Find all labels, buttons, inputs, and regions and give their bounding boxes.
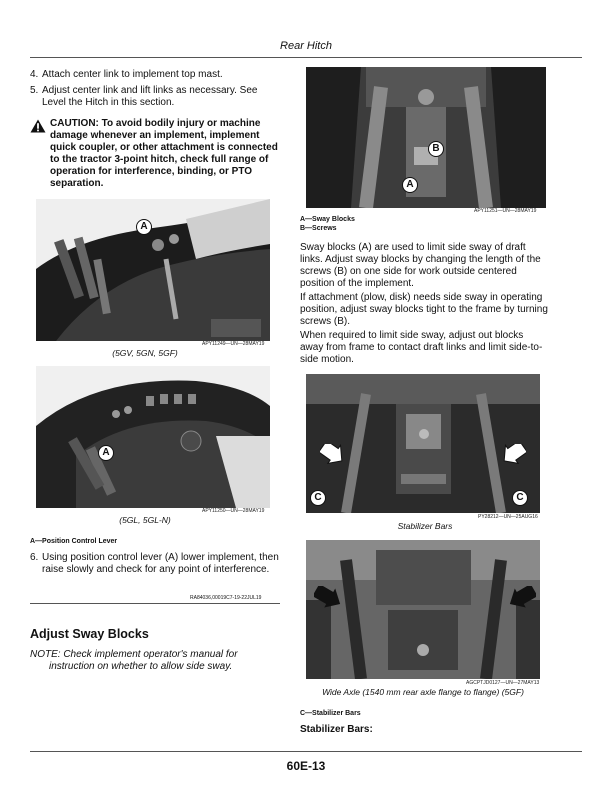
wide-axle-stabilizer-photo <box>306 540 540 679</box>
position-control-lever-photo-2 <box>36 366 270 508</box>
running-header: Rear Hitch <box>280 40 332 52</box>
step-text: Adjust center link and lift links as necessary. See Level the Hitch in this section. <box>42 85 258 108</box>
figure-caption: (5GV, 5GN, 5GF) <box>112 348 178 358</box>
section-rule <box>30 603 280 604</box>
document-reference: RA84036,00019C7-19-22JUL19 <box>190 595 262 601</box>
figure-legend <box>300 215 355 233</box>
figure-number: PY28212—UN—25AUG16 <box>478 514 538 520</box>
legend-item: A—Sway Blocks <box>300 216 355 223</box>
step-number: 6. <box>30 552 39 563</box>
note-line-2: instruction on whether to allow side sway. <box>49 661 233 672</box>
step-5 <box>30 85 280 111</box>
callout-a: A <box>98 445 114 461</box>
page-number: 60E-13 <box>286 759 326 773</box>
arrow-icon <box>502 444 526 464</box>
sway-blocks-photo <box>306 67 546 208</box>
arrow-icon <box>508 586 536 608</box>
header-rule <box>30 57 582 58</box>
paragraph: Sway blocks (A) are used to limit side sway of draft links. Adjust sway blocks by changing the length of the screws (B) on one side for work outside centered position of the implement. <box>300 242 541 289</box>
callout-a: A <box>136 219 152 235</box>
paragraph: If attachment (plow, disk) needs side sway in operating position, adjust sway blocks tight to the frame by turning screws (B). <box>300 292 548 327</box>
section-title: Adjust Sway Blocks <box>30 627 149 641</box>
figure-number: APY11250—UN—28MAY19 <box>202 508 265 514</box>
figure-caption: (5GL, 5GL-N) <box>119 515 171 525</box>
figure-number: APY11251—UN—28MAY19 <box>474 208 537 214</box>
legend-item: B—Screws <box>300 225 337 232</box>
figure-caption: Stabilizer Bars <box>397 521 453 531</box>
callout-b: B <box>428 141 444 157</box>
caution-message: CAUTION: To avoid bodily injury or machine damage whenever an implement, implement quick coupler, or other attachment is connected to the tractor 3-point hitch, check full range of operation for interference, binding, or PTO separation. <box>50 118 278 189</box>
step-6 <box>30 552 280 588</box>
step-number: 4. <box>30 69 39 80</box>
figure-legend: C—Stabilizer Bars <box>300 710 361 717</box>
footer-rule <box>30 751 582 752</box>
step-number: 5. <box>30 85 39 96</box>
callout-a: A <box>402 177 418 193</box>
caution-triangle-icon <box>30 119 46 133</box>
stabilizer-bars-photo <box>306 374 540 513</box>
callout-c-right: C <box>512 490 528 506</box>
figure-legend: A—Position Control Lever <box>30 538 118 545</box>
position-control-lever-photo-1 <box>36 199 270 341</box>
arrow-icon <box>314 586 342 608</box>
figure-number: APY11249—UN—28MAY19 <box>202 341 265 347</box>
callout-c-left: C <box>310 490 326 506</box>
step-text: Attach center link to implement top mast. <box>42 69 223 80</box>
figure-number: AGCPTJD0127—UN—27MAY13 <box>466 680 540 686</box>
paragraph: When required to limit side sway, adjust out blocks away from frame to contact draft links and limit side-to-side motion. <box>300 330 543 365</box>
figure-caption: Wide Axle (1540 mm rear axle flange to flange) (5GF) <box>322 687 524 697</box>
arrow-icon <box>320 444 344 464</box>
note-line-1: NOTE: Check implement operator's manual for <box>30 649 238 660</box>
subheading: Stabilizer Bars: <box>300 724 373 735</box>
note <box>30 649 280 673</box>
step-text: Using position control lever (A) lower implement, then raise slowly and check for any point of interference. <box>42 552 279 575</box>
